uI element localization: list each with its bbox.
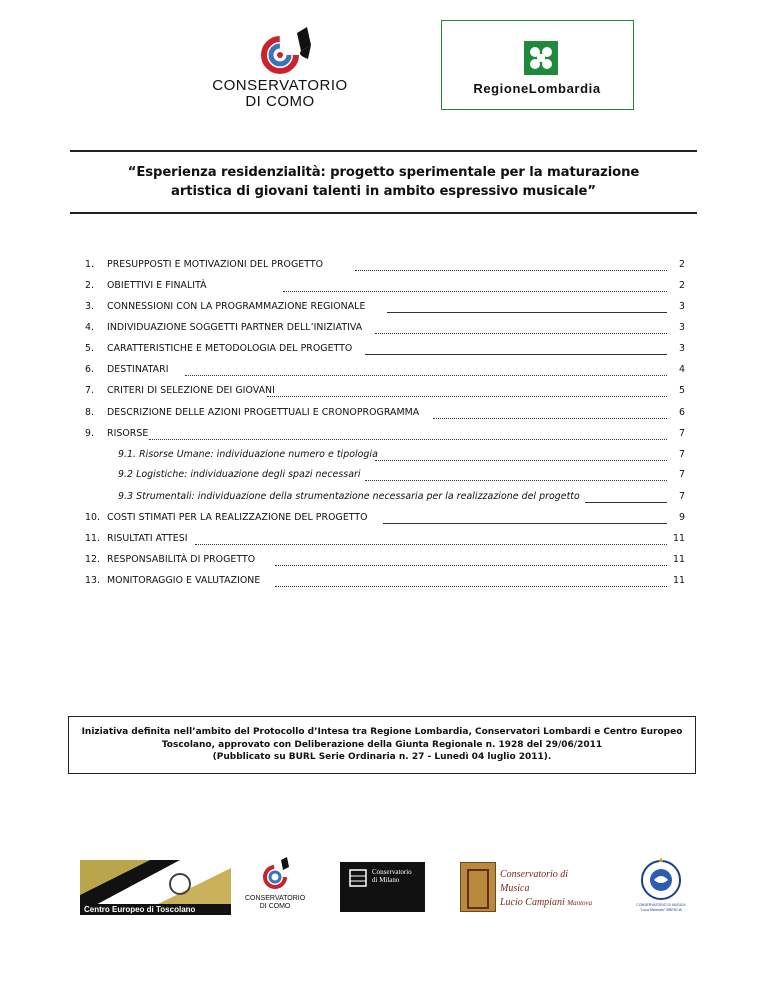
- como-small-line2: DI COMO: [259, 903, 291, 910]
- toc-entry-leader: [365, 480, 667, 481]
- conservatorio-milano-logo: [340, 862, 425, 912]
- mantova-line2: Lucio Campiani: [500, 897, 565, 908]
- toc-entry-leader: [433, 418, 667, 419]
- toc-entry[interactable]: [85, 530, 697, 548]
- como-logo-line1: CONSERVATORIO: [212, 77, 348, 94]
- toc-entry-label: MONITORAGGIO E VALUTAZIONE: [107, 575, 261, 586]
- toc-entry-page: 3: [678, 322, 685, 333]
- toc-entry-leader: [195, 544, 667, 545]
- toc-entry-number: 13.: [85, 575, 101, 586]
- centro-europeo-toscolano-logo: [80, 860, 231, 915]
- conservatorio-mantova-logo: [460, 862, 593, 912]
- toc-entry-page: 7: [678, 449, 685, 460]
- toc-entry-number: 2.: [85, 280, 95, 291]
- toc-entry-leader: [275, 565, 667, 566]
- toc-entry[interactable]: [85, 298, 697, 316]
- toc-entry-label: CONNESSIONI CON LA PROGRAMMAZIONE REGIONALE: [107, 301, 366, 312]
- toc-entry[interactable]: [85, 277, 697, 295]
- mantova-city: Mantova: [567, 899, 593, 907]
- toc-entry-leader: [267, 396, 667, 397]
- toc-entry-label: INDIVIDUAZIONE SOGGETTI PARTNER DELL’INIZIATIVA: [107, 322, 363, 333]
- toc-entry-leader: [375, 333, 667, 334]
- toc-entry-leader: [365, 354, 667, 355]
- toc-entry[interactable]: [85, 361, 697, 379]
- toc-entry-page: 6: [678, 407, 685, 418]
- toc-entry-label: RESPONSABILITÀ DI PROGETTO: [107, 554, 256, 565]
- toc-entry-leader: [185, 375, 667, 376]
- toc-entry-page: 9: [678, 512, 685, 523]
- notice-line2: Toscolano, approvato con Deliberazione della Giunta Regionale n. 1928 del 29/06/2011: [161, 739, 603, 750]
- regione-lombardia-logo: [441, 20, 634, 110]
- toc-entry-page: 2: [678, 259, 685, 270]
- mantova-crest-icon: [460, 862, 496, 912]
- toc-entry-label: CARATTERISTICHE E METODOLOGIA DEL PROGETTO: [107, 343, 353, 354]
- toc-entry-label: CRITERI DI SELEZIONE DEI GIOVANI: [107, 385, 275, 396]
- toc-entry[interactable]: [85, 572, 697, 590]
- como-small-emblem-icon: [245, 857, 305, 893]
- toc-entry-label: OBIETTIVI E FINALITÀ: [107, 280, 207, 291]
- toc-entry-label: RISULTATI ATTESI: [107, 533, 188, 544]
- toc-entry-page: 2: [678, 280, 685, 291]
- toc-entry[interactable]: [85, 340, 697, 358]
- toc-entry[interactable]: [85, 551, 697, 569]
- toc-entry-number: 3.: [85, 301, 95, 312]
- toc-entry-page: 7: [678, 491, 685, 502]
- protocol-notice: [68, 716, 696, 774]
- toc-entry-leader: [387, 312, 667, 313]
- toc-entry-page: 4: [678, 364, 685, 375]
- lombardia-emblem-icon: [524, 41, 558, 75]
- toc-entry-leader: [383, 523, 667, 524]
- conservatorio-como-small-logo: [245, 857, 305, 915]
- toc-entry-number: 8.: [85, 407, 95, 418]
- toc-entry-label: DESTINATARI: [107, 364, 169, 375]
- milano-line1: Conservatorio: [372, 868, 412, 876]
- toc-entry-number: 10.: [85, 512, 101, 523]
- title-bottom-rule: [70, 212, 697, 214]
- toc-entry-page: 5: [678, 385, 685, 396]
- toc-entry[interactable]: [85, 466, 697, 484]
- toc-entry-label: 9.2 Logistiche: individuazione degli spazi necessari: [118, 469, 361, 480]
- title-line2: artistica di giovani talenti in ambito espressivo musicale”: [171, 184, 596, 199]
- notice-line3: (Pubblicato su BURL Serie Ordinaria n. 27 - Lunedì 04 luglio 2011).: [212, 752, 552, 762]
- toc-entry[interactable]: [85, 425, 697, 443]
- toc-entry-leader: [149, 439, 667, 440]
- toc-entry[interactable]: [85, 382, 697, 400]
- como-logo-line2: DI COMO: [245, 93, 315, 110]
- toc-entry-leader: [375, 460, 667, 461]
- toc-entry-number: 7.: [85, 385, 95, 396]
- toc-entry-label: 9.1. Risorse Umane: individuazione numero e tipologia: [118, 449, 378, 460]
- toc-entry-page: 3: [678, 301, 685, 312]
- brescia-emblem-icon: [632, 856, 690, 902]
- como-small-line1: CONSERVATORIO: [245, 895, 306, 902]
- mantova-line1: Conservatorio di Musica: [500, 869, 569, 894]
- toc-entry-number: 9.: [85, 428, 95, 439]
- conservatorio-brescia-logo: [632, 856, 690, 916]
- toc-entry-label: DESCRIZIONE DELLE AZIONI PROGETTUALI E CRONOPROGRAMMA: [107, 407, 420, 418]
- toc-entry-number: 5.: [85, 343, 95, 354]
- toc-entry-label: COSTI STIMATI PER LA REALIZZAZIONE DEL PROGETTO: [107, 512, 368, 523]
- toc-entry[interactable]: [85, 509, 697, 527]
- toc-entry-number: 1.: [85, 259, 95, 270]
- toc-entry[interactable]: [85, 319, 697, 337]
- toc-entry-page: 3: [678, 343, 685, 354]
- toscolano-label: Centro Europeo di Toscolano: [84, 905, 196, 914]
- toc-entry-page: 7: [678, 428, 685, 439]
- toc-entry-number: 4.: [85, 322, 95, 333]
- toc-entry[interactable]: [85, 488, 697, 506]
- lombardia-logo-text: RegioneLombardia: [473, 81, 601, 96]
- toc-entry-label: 9.3 Strumentali: individuazione della strumentazione necessaria per la realizzazione del progetto: [118, 491, 580, 502]
- milano-emblem-icon: [348, 868, 368, 888]
- toc-entry-number: 12.: [85, 554, 101, 565]
- title-top-rule: [70, 150, 697, 152]
- title-line1: “Esperienza residenzialità: progetto sperimentale per la maturazione: [127, 165, 640, 180]
- toc-entry-leader: [275, 586, 667, 587]
- toc-entry[interactable]: [85, 446, 697, 464]
- toc-entry-page: 11: [672, 575, 685, 586]
- toc-entry-number: 11.: [85, 533, 101, 544]
- toc-entry-number: 6.: [85, 364, 95, 375]
- milano-line2: di Milano: [372, 876, 400, 884]
- toc-entry-page: 11: [672, 554, 685, 565]
- toc-entry-leader: [355, 270, 667, 271]
- notice-line1: Iniziativa definita nell’ambito del Protocollo d’Intesa tra Regione Lombardia, Conservatori Lombardi e Centro Europeo: [81, 727, 683, 737]
- toc-entry[interactable]: [85, 404, 697, 422]
- toc-entry-label: RISORSE: [107, 428, 149, 439]
- toc-entry[interactable]: [85, 256, 697, 274]
- toc-entry-leader: [585, 502, 667, 503]
- toc-entry-page: 7: [678, 469, 685, 480]
- conservatorio-como-logo: [205, 25, 355, 120]
- toc-entry-page: 11: [672, 533, 685, 544]
- brescia-label: CONSERVATORIO DI MUSICA "Luca Marenzio" BRESCIA: [636, 903, 686, 912]
- document-title: [70, 163, 697, 201]
- toc-entry-leader: [283, 291, 667, 292]
- toc-entry-label: PRESUPPOSTI E MOTIVAZIONI DEL PROGETTO: [107, 259, 324, 270]
